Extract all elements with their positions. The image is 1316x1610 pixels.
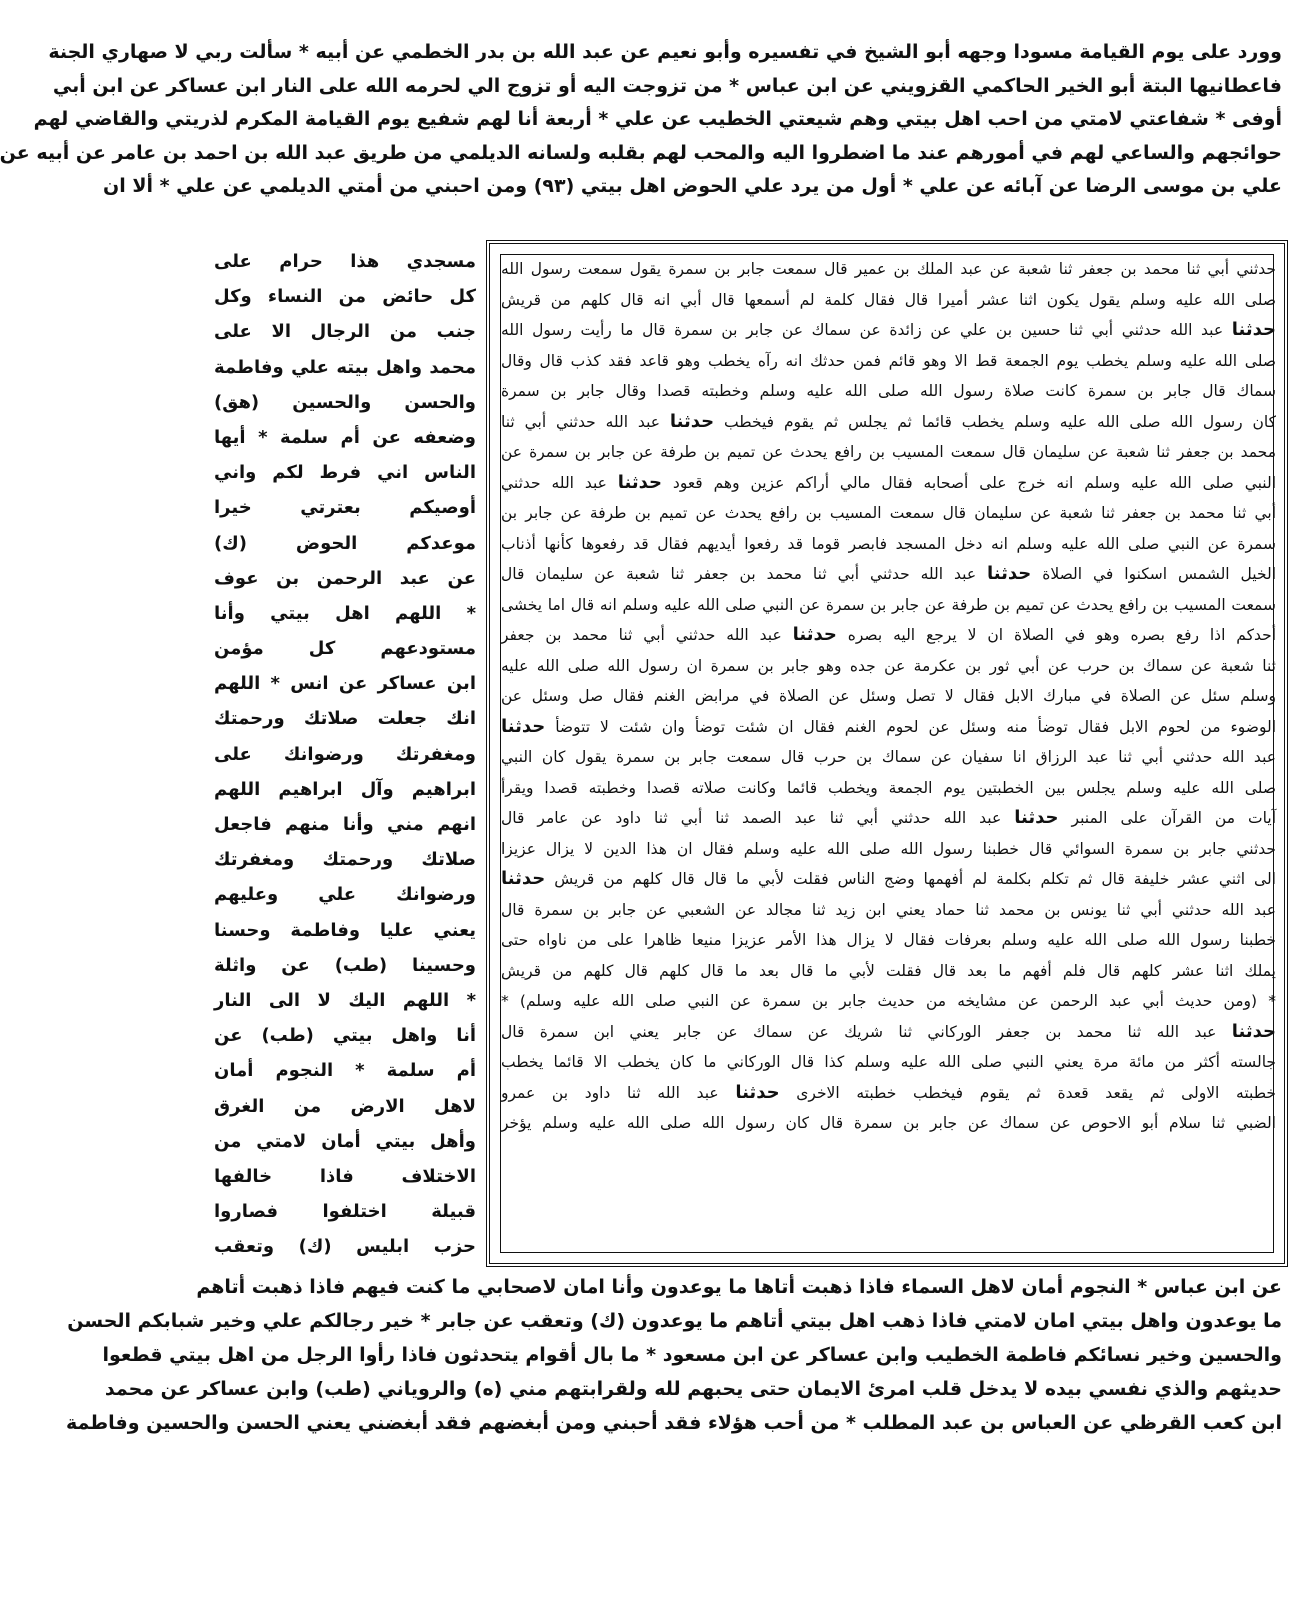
side-margin-line: ابراهيم وآل ابراهيم اللهم	[214, 778, 476, 800]
side-margin-line: أم سلمة * النجوم أمان	[214, 1060, 476, 1082]
main-text-line: سمعت المسيب بن رافع يحدث عن تميم بن طرفة عن جابر بن سمرة عن النبي صلى الله عليه وسلم انه قال اما يخشى	[501, 595, 1276, 614]
side-margin-line: قبيلة اختلفوا فصاروا	[214, 1201, 476, 1223]
main-text-line: أبي ثنا محمد بن جعفر ثنا شعبة عن سليمان قال سمعت المسيب بن رافع يحدث عن تميم بن طرفة عن جابر بن	[501, 504, 1276, 522]
main-text-line: * (ومن حديث أبي عبد الرحمن عن مشايخه من حديث جابر بن سمرة عن النبي صلى الله عليه وسلم) *	[501, 992, 1276, 1010]
main-text-line: صلى الله عليه وسلم يخطب يوم الجمعة قط الا وهو قائم فمن حدثك انه رآه يخطب وهو قاعد فقد كذب قال وقال	[501, 351, 1276, 370]
side-margin-line: أنا واهل بيتي (طب) عن	[214, 1025, 476, 1047]
main-text-line: الضبي ثنا سلام أبو الاحوص عن سماك عن جابر بن سمرة قال كان رسول الله صلى الله عليه وسلم يؤخر	[501, 1114, 1276, 1132]
side-margin-line: صلاتك ورحمتك ومغفرتك	[214, 849, 476, 871]
main-text-line: ثنا شعبة عن سماك بن حرب عن أبي ثور بن عكرمة عن جده وهو جابر بن سمرة ان رسول الله صلى الله عليه	[501, 656, 1276, 675]
haddathana-keyword: حدثنا	[1231, 1020, 1276, 1042]
side-margin-line: محمد واهل بيته علي وفاطمة	[214, 356, 476, 378]
side-margin-line: الاختلاف فاذا خالفها	[214, 1165, 476, 1187]
haddathana-keyword: حدثنا	[501, 868, 546, 889]
bottom-margin-line: ما يوعدون واهل بيتي امان لامتي فاذا ذهب اهل بيتي أتاهم ما يوعدون (ك) وتعقب عن جابر * خير رجالكم علي وخير شبابكم الحسن	[67, 1310, 1282, 1332]
side-margin-line: * اللهم اهل بيتي وأنا	[214, 602, 476, 624]
side-margin-line: انك جعلت صلاتك ورحمتك	[214, 708, 476, 730]
side-margin-line: وضعفه عن أم سلمة * أيها	[214, 426, 476, 448]
main-text-line: حدثني جابر بن سمرة السوائي قال خطبنا رسول الله صلى الله عليه وسلم فقال ان هذا الدين لا يزال عزيزا	[501, 839, 1276, 858]
main-text-line: حدثني أبي ثنا محمد بن جعفر ثنا شعبة عن عبد الملك بن عمير قال سمعت جابر بن سمرة يقول سمعت رسول الله	[501, 260, 1276, 278]
haddathana-keyword: حدثنا	[792, 624, 837, 645]
bottom-margin-line: ابن كعب القرظي عن العباس بن عبد المطلب * من أحب هؤلاء فقد أحبني ومن أبغضهم فقد أبغضني يعني الحسن والحسين وفاطمة	[65, 1412, 1282, 1434]
side-margin-line: ومغفرتك ورضوانك على	[214, 743, 476, 765]
side-margin-line: كل حائض من النساء وكل	[214, 286, 476, 308]
haddathana-keyword: حدثنا	[617, 471, 663, 493]
main-text-line: الى اثني عشر خليفة قال ثم تكلم بكلمة لم أفهمها وضج الناس فقلت لأبي ما قال قال كلهم من قريش حدثنا	[501, 868, 1276, 889]
side-margin-line: لاهل الارض من الغرق	[214, 1095, 476, 1117]
top-margin-line: علي بن موسى الرضا عن آبائه عن علي * أول من يرد علي الحوض اهل بيتي (٩٣) ومن احبني من أمتي الديلمي عن علي * ألا ان	[102, 175, 1282, 197]
top-margin-line: حوائجهم والساعي لهم في أمورهم عند ما اضطروا اليه والمحب لهم بقلبه ولسانه الديلمي من طريق عبد الله بن احمد بن عامر عن أبيه عن	[0, 141, 1282, 164]
main-text-line: جالسته أكثر من مائة مرة يعني النبي صلى الله عليه وسلم كذا قال الوركاني ما كان يخطب الا قائما يخطب	[501, 1053, 1276, 1071]
top-margin-line: أوفى * شفاعتي لامتي من احب اهل بيتي وهم شيعتي الخطيب عن علي * أربعة أنا لهم شفيع يوم القيامة المكرم لذريتي والقاضي لهم	[33, 108, 1282, 130]
side-margin-line: جنب من الرجال الا على	[214, 321, 476, 343]
main-hadith-text	[501, 254, 1276, 1139]
side-margin-commentary	[214, 244, 476, 1264]
side-margin-line: وحسينا (طب) عن واثلة	[214, 954, 476, 976]
main-text-line: آيات من القرآن على المنبر حدثنا عبد الله حدثني أبي ثنا عبد الصمد ثنا أبي ثنا داود عن عامر قال	[501, 807, 1276, 828]
bottom-margin-line: والحسين وخير نسائكم فاطمة الخطيب وابن عساكر عن ابن مسعود * ما بال أقوام يتحدثون فاذا رأوا الرجل من اهل بيتي قطعوا	[102, 1344, 1282, 1366]
side-margin-line: انهم مني وأنا منهم فاجعل	[214, 814, 476, 835]
main-text-line: يملك اثنا عشر كلهم قال فلم أفهم ما بعد قال فقلت لأبي ما قال بعد ما قال كلهم قال كلهم من قريش	[501, 961, 1276, 980]
side-margin-line: مستودعهم كل مؤمن	[214, 638, 476, 660]
side-margin-line: وأهل بيتي أمان لامتي من	[214, 1130, 476, 1152]
main-text-line: سمرة عن النبي صلى الله عليه وسلم انه دخل المسجد فابصر قوما قد رفعوا أيديهم فقال قد رفعوها كأنها أذناب	[501, 534, 1276, 553]
main-text-line: عبد الله حدثني أبي ثنا يونس بن محمد ثنا حماد يعني ابن زيد ثنا مجالد عن الشعبي عن جابر بن سمرة قال	[501, 900, 1276, 919]
bottom-margin-line: عن ابن عباس * النجوم أمان لاهل السماء فاذا ذهبت أتاها ما يوعدون وأنا امان لاصحابي ما كنت فيهم فاذا ذهبت أتاهم	[196, 1276, 1282, 1298]
main-text-line: النبي صلى الله عليه وسلم انه خرج على أصحابه فقال مالي أراكم عزين وهم قعود حدثنا عبد الله حدثني	[501, 471, 1276, 493]
side-margin-line: أوصيكم بعترتي خيرا	[214, 497, 476, 519]
main-text-line: سماك قال جابر بن سمرة كانت صلاة رسول الله صلى الله عليه وسلم وخطبته قصدا وقال جابر بن سمرة	[501, 382, 1276, 400]
main-text-line: عبد الله حدثني أبي ثنا عبد الرزاق انا سفيان عن سماك بن حرب قال سمعت جابر بن سمرة يقول كان النبي	[501, 748, 1276, 766]
bottom-margin-line: حديثهم والذي نفسي بيده لا يدخل قلب امرئ الايمان حتى يحبهم لله ولقرابتهم مني (ه) والروياني (طب) وابن عساكر عن محمد	[104, 1378, 1282, 1400]
main-text-line: خطبنا رسول الله صلى الله عليه وسلم بعرفات فقال لا يزال هذا الأمر عزيزا منيعا ظاهرا على من ناواه حتى	[501, 931, 1276, 949]
main-text-line: صلى الله عليه وسلم يجلس بين الخطبتين يوم الجمعة ويخطب قائما وكانت صلاته قصدا وخطبته قصدا ويقرأ	[501, 778, 1276, 797]
main-text-line: حدثنا عبد الله ثنا محمد بن جعفر الوركاني ثنا شريك عن سماك عن جابر يعني ابن سمرة قال	[501, 1020, 1276, 1042]
haddathana-keyword: حدثنا	[1231, 319, 1276, 340]
top-margin-commentary	[0, 36, 1282, 204]
side-margin-line: عن عبد الرحمن بن عوف	[214, 567, 476, 589]
main-text-line: أحدكم اذا رفع بصره وهو في الصلاة ان لا يرجع اليه بصره حدثنا عبد الله حدثني أبي ثنا محمد بن جعفر	[501, 624, 1276, 645]
main-text-line: حدثنا عبد الله حدثني أبي ثنا حسين بن علي عن زائدة عن سماك عن جابر بن سمرة قال ما رأيت رسول الله	[501, 319, 1276, 340]
main-text-line: محمد بن جعفر ثنا شعبة عن سليمان قال سمعت المسيب بن رافع يحدث عن تميم بن طرفة عن جابر بن سمرة عن	[501, 443, 1276, 461]
main-text-line: خطبته الاولى ثم يقعد قعدة ثم يقوم فيخطب خطبته الاخرى حدثنا عبد الله ثنا داود بن عمرو	[501, 1081, 1277, 1103]
haddathana-keyword: حدثنا	[987, 563, 1032, 584]
side-margin-line: الناس اني فرط لكم واني	[214, 462, 476, 484]
main-text-line: الوضوء من لحوم الابل فقال توضأ منه وسئل عن لحوم الغنم فقال ان شئت توضأ وان شئت لا تتوضأ حدثنا	[501, 715, 1276, 737]
main-text-line: الخيل الشمس اسكنوا في الصلاة حدثنا عبد الله حدثني أبي ثنا محمد بن جعفر ثنا شعبة عن سليمان قال	[501, 563, 1277, 584]
side-margin-line: يعني عليا وفاطمة وحسنا	[214, 919, 476, 941]
haddathana-keyword: حدثنا	[1014, 807, 1059, 828]
top-margin-line: وورد على يوم القيامة مسودا وجهه أبو الشيخ في تفسيره وأبو نعيم عن عبد الله بن بدر الخطمي عن أبيه * سألت ربي لا صهاري الجنة	[48, 41, 1282, 63]
side-margin-line: حزب ابليس (ك) وتعقب	[214, 1236, 476, 1258]
haddathana-keyword: حدثنا	[669, 410, 715, 432]
side-margin-line: والحسن والحسين (هق)	[214, 391, 476, 413]
side-margin-line: * اللهم اليك لا الى النار	[214, 989, 476, 1011]
bottom-margin-commentary	[65, 1270, 1282, 1440]
side-margin-line: ابن عساكر عن انس * اللهم	[214, 673, 476, 695]
main-text-line: صلى الله عليه وسلم يقول يكون اثنا عشر أميرا قال فقال كلمة لم أسمعها قال أبي انه قال كلهم من قريش	[501, 290, 1276, 309]
side-margin-line: ورضوانك علي وعليهم	[214, 884, 476, 906]
haddathana-keyword: حدثنا	[501, 715, 546, 737]
side-margin-line: مسجدي هذا حرام على	[214, 251, 476, 272]
side-margin-line: موعدكم الحوض (ك)	[214, 532, 476, 554]
main-text-line: وسلم سئل عن الصلاة في مبارك الابل فقال لا تصل وسئل عن الصلاة في مرابض الغنم فقال صل وسئل عن	[501, 687, 1276, 705]
main-text-line: كان رسول الله صلى الله عليه وسلم يخطب قائما ثم يجلس ثم يقوم فيخطب حدثنا عبد الله حدثني أبي ثنا	[501, 410, 1276, 432]
top-margin-line: فاعطانيها البتة أبو الخير الحاكمي القزويني عن ابن عباس * من تزوجت اليه أو تزوج الي لحرمه الله على النار ابن عساكر عن ابن أبي	[52, 74, 1282, 97]
haddathana-keyword: حدثنا	[735, 1081, 780, 1103]
